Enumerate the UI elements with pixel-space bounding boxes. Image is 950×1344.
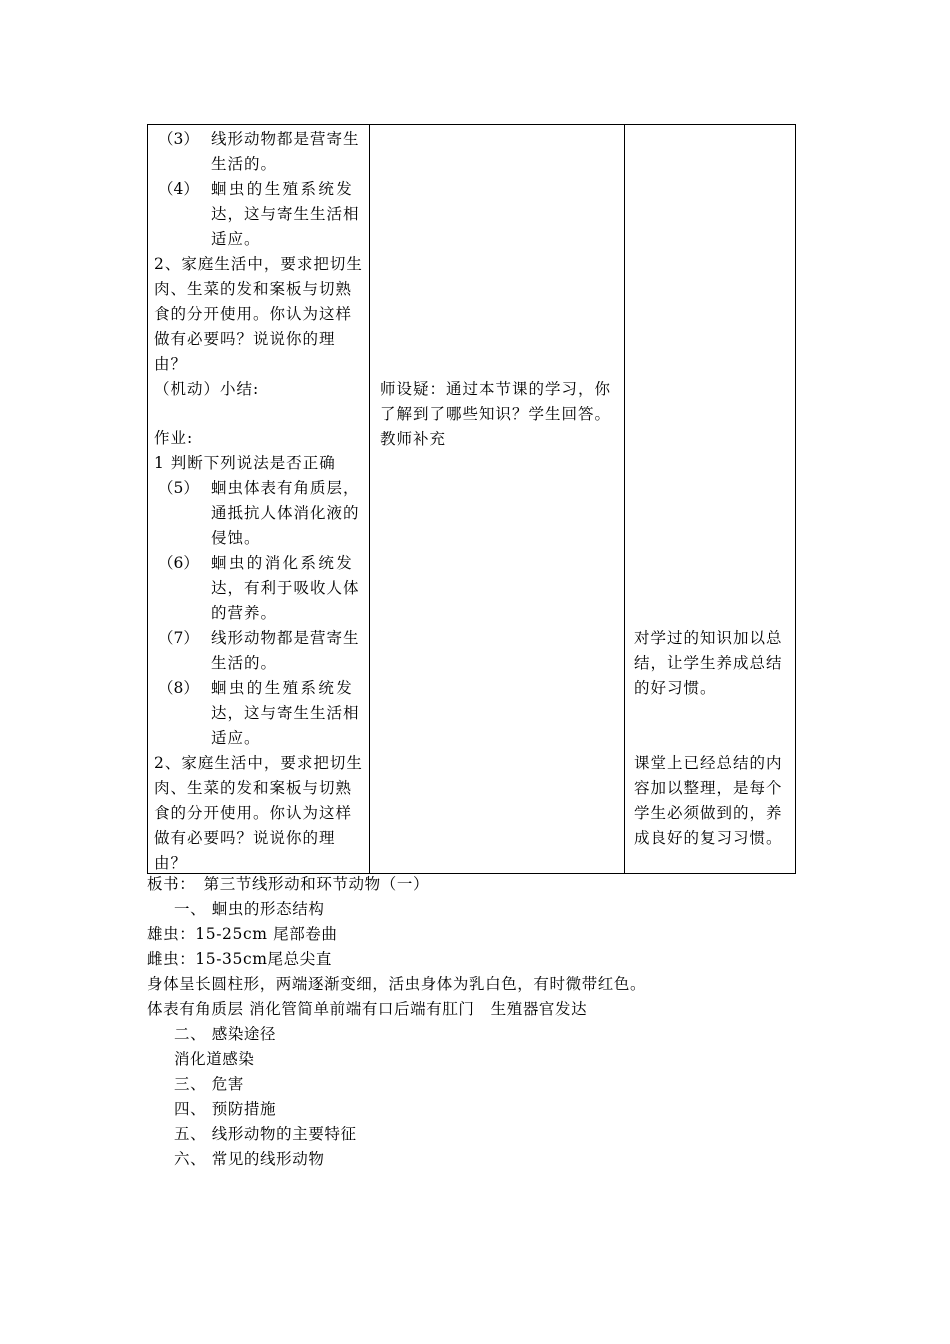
board-section: 二、 感染途径 (174, 1025, 277, 1043)
intent-text: 结，让学生养成总结 (634, 654, 783, 672)
item-number: （7） (158, 629, 199, 647)
question-text: 由？ (154, 355, 188, 373)
board-title: 板书： 第三节线形动和环节动物（一） (147, 875, 430, 893)
item-text: 蛔虫的生殖系统发 (211, 679, 355, 697)
question-text: 食的分开使用。你认为这样 (154, 305, 353, 323)
item-number: （4） (158, 180, 199, 198)
item-text: 通抵抗人体消化液的 (211, 504, 360, 522)
question-text: 肉、生菜的发和案板与切熟 (154, 779, 353, 797)
item-text: 达，这与寄生生活相 (211, 704, 360, 722)
intent-column (625, 125, 796, 874)
item-text: 的营养。 (211, 604, 278, 622)
board-section: 四、 预防措施 (174, 1100, 277, 1118)
board-line: 消化道感染 (174, 1050, 255, 1068)
intent-text: 容加以整理，是每个 (634, 779, 783, 797)
question-text: 做有必要吗？说说你的理 (154, 829, 336, 847)
item-text: 线形动物都是营寄生 (211, 130, 360, 148)
table-row (148, 125, 796, 874)
question-text: 2、家庭生活中，要求把切生 (154, 754, 363, 772)
intent-text: 对学过的知识加以总 (634, 629, 783, 647)
question-text: 食的分开使用。你认为这样 (154, 804, 353, 822)
item-number: （3） (158, 130, 199, 148)
activity-text: 师设疑：通过本节课的学习，你 (380, 380, 612, 398)
board-line: 体表有角质层 消化管简单前端有口后端有肛门 生殖器官发达 (147, 1000, 588, 1018)
item-text: 生活的。 (211, 155, 278, 173)
homework-instruction: 1 判断下列说法是否正确 (154, 454, 336, 472)
board-section: 一、 蛔虫的形态结构 (174, 900, 325, 918)
content-column (148, 125, 370, 874)
activity-text: 教师补充 (380, 430, 447, 448)
item-text: 蛔虫的消化系统发 (211, 554, 355, 572)
activity-text: 了解到了哪些知识？学生回答。 (380, 405, 612, 423)
item-text: 蛔虫体表有角质层， (211, 479, 360, 497)
board-section: 三、 危害 (174, 1075, 244, 1093)
question-text: 做有必要吗？说说你的理 (154, 330, 336, 348)
item-number: （6） (158, 554, 199, 572)
board-section: 五、 线形动物的主要特征 (174, 1125, 357, 1143)
item-text: 适应。 (211, 230, 261, 248)
item-text: 适应。 (211, 729, 261, 747)
board-section: 六、 常见的线形动物 (174, 1150, 325, 1168)
item-number: （5） (158, 479, 199, 497)
board-line: 雌虫：15-35cm尾总尖直 (147, 950, 332, 968)
intent-text: 课堂上已经总结的内 (634, 754, 783, 772)
item-text: 蛔虫的生殖系统发 (211, 180, 355, 198)
question-text: 2、家庭生活中，要求把切生 (154, 255, 363, 273)
intent-text: 学生必须做到的，养 (634, 804, 783, 822)
item-text: 达，这与寄生生活相 (211, 205, 360, 223)
question-text: 肉、生菜的发和案板与切熟 (154, 280, 353, 298)
activity-column (370, 125, 625, 874)
item-text: 侵蚀。 (211, 529, 261, 547)
intent-text: 成良好的复习习惯。 (634, 829, 783, 847)
intent-text: 的好习惯。 (634, 679, 717, 697)
board-line: 身体呈长圆柱形，两端逐渐变细，活虫身体为乳白色，有时微带红色。 (147, 975, 647, 993)
summary-label: （机动）小结: (154, 380, 260, 398)
homework-label: 作业: (154, 429, 194, 447)
lesson-table (147, 124, 796, 874)
item-text: 线形动物都是营寄生 (211, 629, 360, 647)
item-text: 生活的。 (211, 654, 278, 672)
board-line: 雄虫：15-25cm 尾部卷曲 (147, 925, 338, 943)
question-text: 由？ (154, 854, 188, 872)
item-text: 达，有利于吸收人体 (211, 579, 360, 597)
item-number: （8） (158, 679, 199, 697)
